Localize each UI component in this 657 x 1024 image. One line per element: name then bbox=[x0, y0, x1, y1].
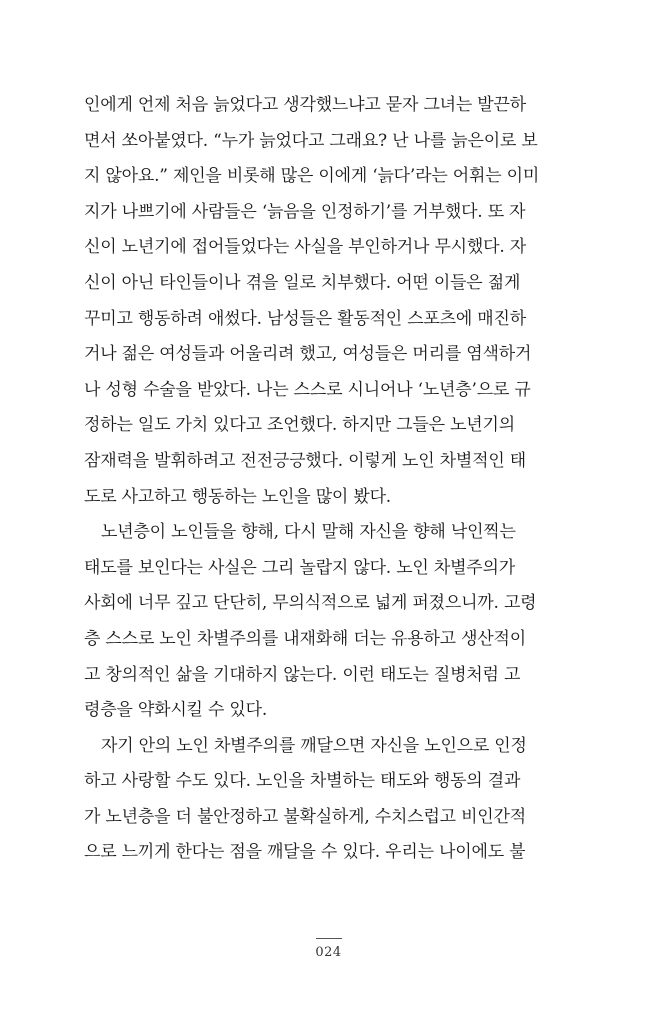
footer-divider bbox=[316, 938, 342, 939]
page-number: 024 bbox=[315, 945, 342, 960]
text-line: 지 않아요.” 제인을 비롯해 많은 이에게 ‘늙다’라는 어휘는 이미 bbox=[84, 166, 540, 187]
text-line: 가 노년층을 더 불안정하고 불확실하게, 수치스럽고 비인간적 bbox=[84, 806, 526, 827]
text-line: 신이 아닌 타인들이나 겪을 일로 치부했다. 어떤 이들은 젊게 bbox=[84, 272, 521, 293]
text-line: 태도를 보인다는 사실은 그리 놀랍지 않다. 노인 차별주의가 bbox=[84, 557, 515, 578]
body-text bbox=[84, 88, 544, 871]
paragraph-first-line: 노년층이 노인들을 향해, 다시 말해 자신을 향해 낙인찍는 bbox=[101, 522, 516, 543]
text-line: 면서 쏘아붙였다. “누가 늙었다고 그래요? 난 나를 늙은이로 보 bbox=[84, 130, 538, 151]
text-line: 으로 느끼게 한다는 점을 깨달을 수 있다. 우리는 나이에도 불 bbox=[84, 842, 526, 863]
text-line: 거나 젊은 여성들과 어울리려 했고, 여성들은 머리를 염색하거 bbox=[84, 344, 532, 365]
text-line: 인에게 언제 처음 늙었다고 생각했느냐고 묻자 그녀는 발끈하 bbox=[84, 95, 526, 115]
text-line: 지가 나쁘기에 사람들은 ‘늙음을 인정하기’를 거부했다. 또 자 bbox=[84, 201, 526, 222]
text-line: 하고 사랑할 수도 있다. 노인을 차별하는 태도와 행동의 결과 bbox=[84, 771, 521, 792]
text-line: 령층을 약화시킬 수 있다. bbox=[84, 700, 268, 721]
text-line: 도로 사고하고 행동하는 노인을 많이 봤다. bbox=[84, 486, 391, 507]
text-line: 정하는 일도 가치 있다고 조언했다. 하지만 그들은 노년기의 bbox=[84, 415, 515, 436]
text-line: 신이 노년기에 접어들었다는 사실을 부인하거나 무시했다. 자 bbox=[84, 237, 526, 258]
text-line: 고 창의적인 삶을 기대하지 않는다. 이런 태도는 질병처럼 고 bbox=[84, 664, 521, 685]
text-line: 사회에 너무 깊고 단단히, 무의식적으로 넓게 퍼졌으니까. 고령 bbox=[84, 593, 537, 614]
text-line: 잠재력을 발휘하려고 전전긍긍했다. 이렇게 노인 차별적인 태 bbox=[84, 450, 526, 471]
text-line: 나 성형 수술을 받았다. 나는 스스로 시니어나 ‘노년층’으로 규 bbox=[84, 379, 531, 400]
paragraph-first-line: 자기 안의 노인 차별주의를 깨달으면 자신을 노인으로 인정 bbox=[101, 735, 527, 756]
text-line: 꾸미고 행동하려 애썼다. 남성들은 활동적인 스포츠에 매진하 bbox=[84, 308, 526, 329]
page-footer bbox=[0, 938, 657, 960]
text-line: 층 스스로 노인 차별주의를 내재화해 더는 유용하고 생산적이 bbox=[84, 628, 526, 649]
